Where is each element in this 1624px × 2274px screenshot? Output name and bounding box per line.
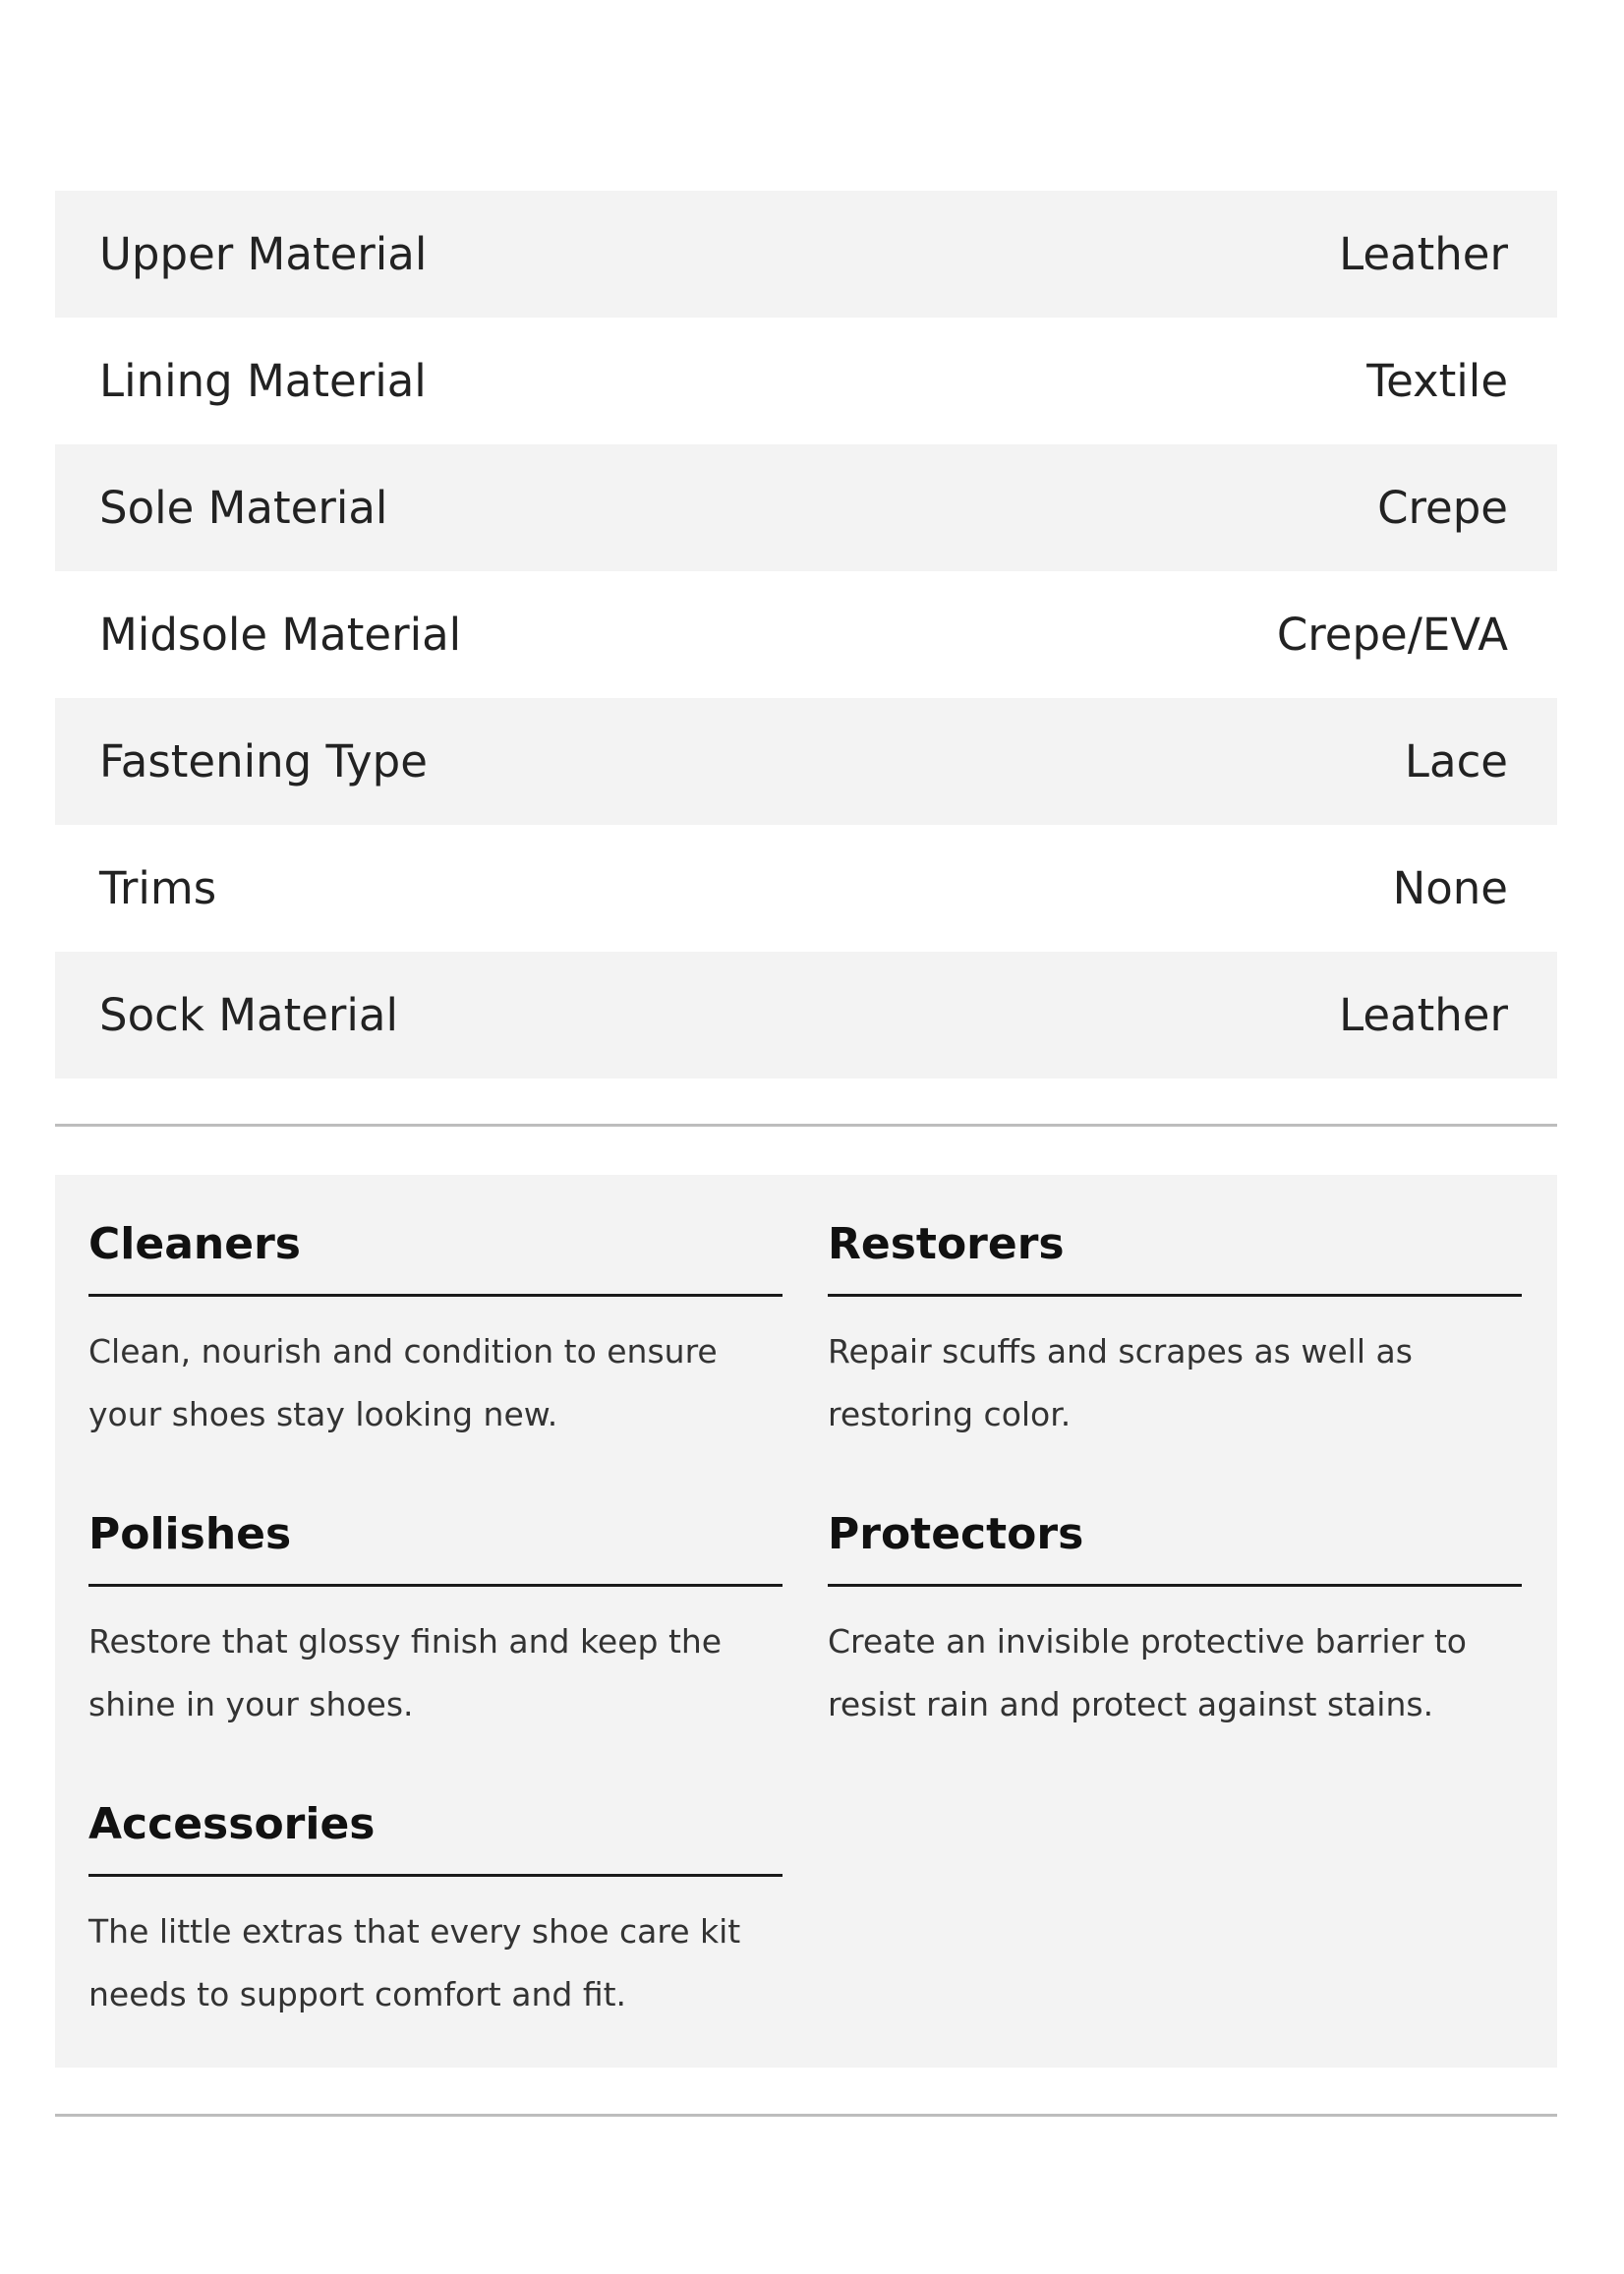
spec-row-sock-material (55, 952, 1557, 1079)
spec-label: Upper Material (99, 228, 428, 280)
care-title[interactable]: Polishes (88, 1510, 783, 1587)
spec-row-sole-material (55, 444, 1557, 571)
spec-label: Sole Material (99, 482, 388, 534)
care-item-cleaners[interactable] (88, 1220, 783, 1510)
spec-label: Trims (99, 862, 217, 914)
spec-row-upper-material (55, 191, 1557, 318)
care-description: Clean, nourish and condition to ensure your shoes stay looking new. (88, 1331, 718, 1433)
care-description: Create an invisible protective barrier to resist rain and protect against stains. (828, 1621, 1467, 1723)
spec-row-lining-material (55, 318, 1557, 444)
care-item-protectors[interactable] (828, 1510, 1522, 1800)
spec-row-trims (55, 825, 1557, 952)
care-description: The little extras that every shoe care kit needs to support comfort and fit. (88, 1911, 741, 2013)
spec-row-fastening-type (55, 698, 1557, 825)
spec-value: Crepe (1377, 482, 1508, 534)
care-title[interactable]: Cleaners (88, 1220, 783, 1297)
care-description: Restore that glossy finish and keep the shine in your shoes. (88, 1621, 723, 1723)
spec-label: Fastening Type (99, 735, 428, 787)
care-item-restorers[interactable] (828, 1220, 1522, 1510)
section-divider (55, 1124, 1557, 1127)
spec-row-midsole-material (55, 571, 1557, 698)
spec-value: Leather (1339, 228, 1508, 280)
care-item-accessories[interactable] (88, 1800, 783, 2090)
care-title[interactable]: Restorers (828, 1220, 1522, 1297)
spec-value: Crepe/EVA (1276, 609, 1508, 661)
shoe-care-panel (55, 1175, 1557, 2068)
care-title[interactable]: Protectors (828, 1510, 1522, 1587)
care-title[interactable]: Accessories (88, 1800, 783, 1877)
spec-value: None (1392, 862, 1508, 914)
section-divider (55, 2114, 1557, 2117)
care-description: Repair scuffs and scrapes as well as restoring color. (828, 1331, 1413, 1433)
care-item-polishes[interactable] (88, 1510, 783, 1800)
spec-label: Lining Material (99, 355, 427, 407)
product-details (55, 0, 1557, 2117)
spec-value: Lace (1404, 735, 1508, 787)
spec-table (55, 191, 1557, 1079)
spec-label: Sock Material (99, 989, 399, 1041)
spec-value: Textile (1366, 355, 1508, 407)
spec-value: Leather (1339, 989, 1508, 1041)
spec-label: Midsole Material (99, 609, 462, 661)
